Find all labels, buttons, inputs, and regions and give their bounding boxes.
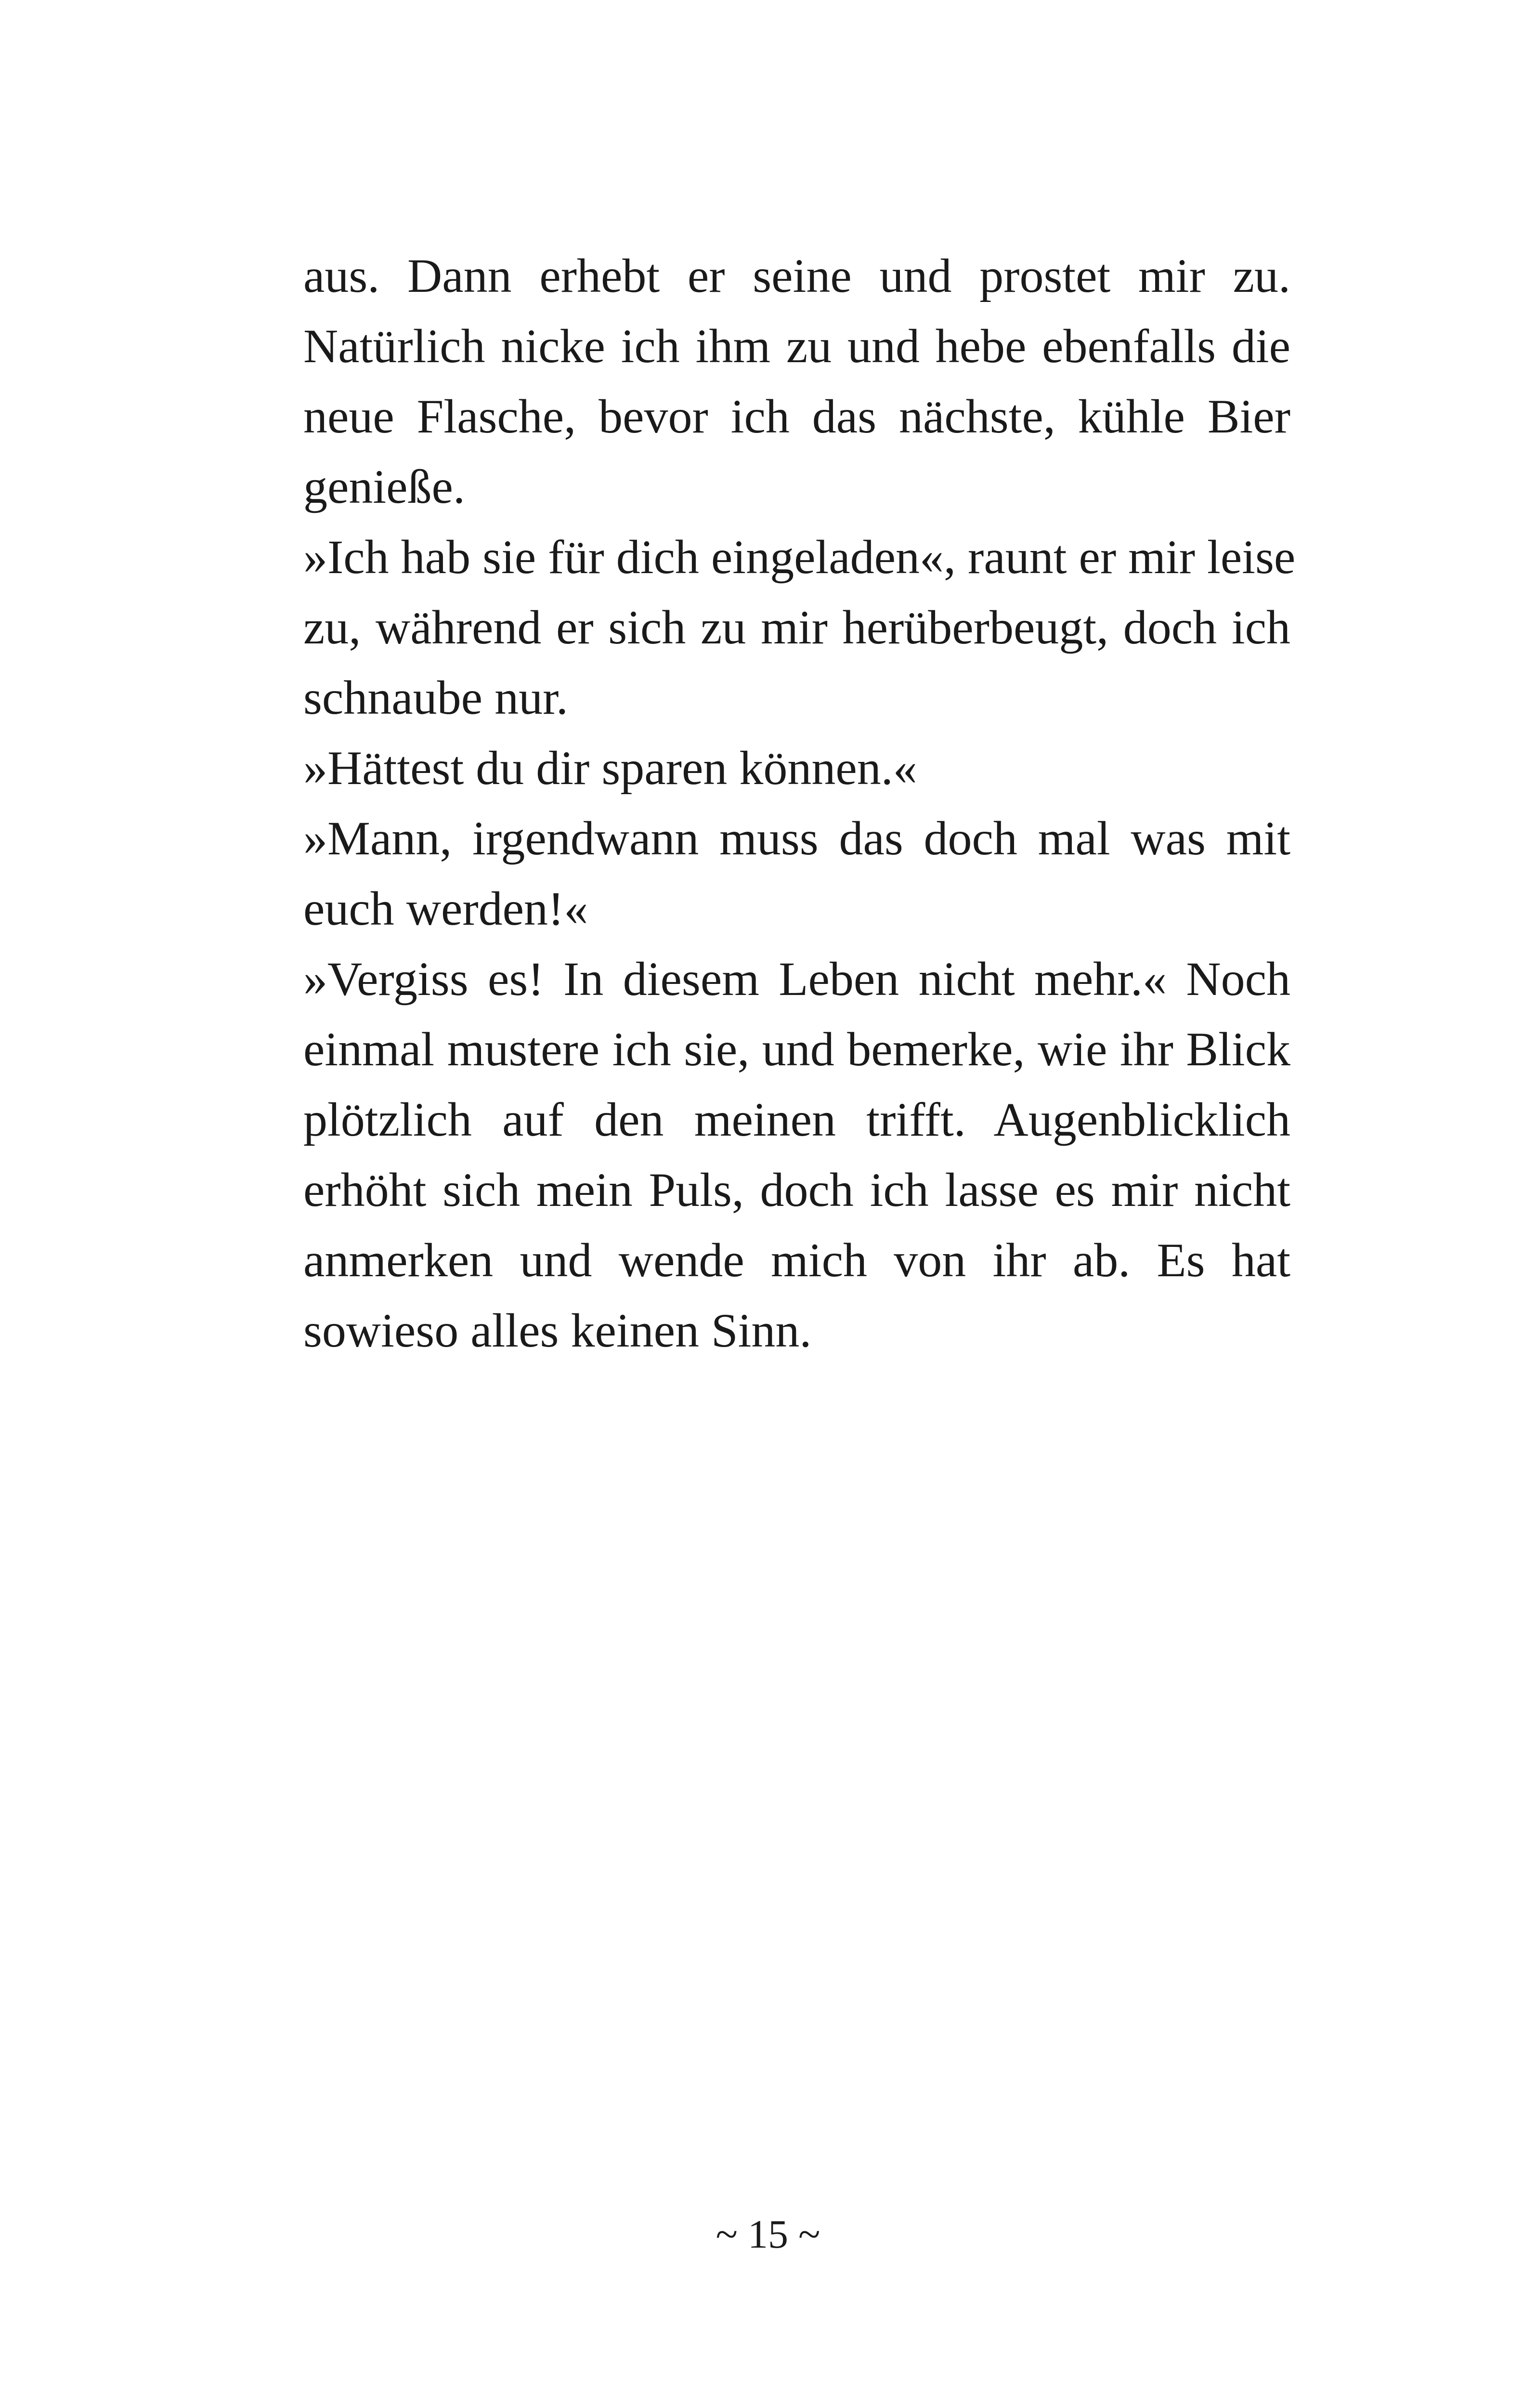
page-number: ~ 15 ~ bbox=[716, 2212, 820, 2257]
text-line: euch werden!« bbox=[303, 882, 588, 935]
text-line: erhöht sich mein Puls, doch ich lasse es mir nicht bbox=[303, 1163, 1290, 1217]
text-line: »Hättest du dir sparen können.« bbox=[303, 741, 917, 795]
text-line: schnaube nur. bbox=[303, 671, 568, 724]
body-text bbox=[303, 241, 1296, 1366]
text-line: »Vergiss es! In diesem Leben nicht mehr.« Noch bbox=[303, 952, 1290, 1006]
text-line: plötzlich auf den meinen trifft. Augenblicklich bbox=[303, 1093, 1290, 1146]
text-line: »Mann, irgendwann muss das doch mal was mit bbox=[303, 811, 1290, 865]
text-line: neue Flasche, bevor ich das nächste, kühle Bier bbox=[303, 390, 1290, 443]
text-line: zu, während er sich zu mir herüberbeugt, doch ich bbox=[303, 601, 1290, 654]
text-line: sowieso alles keinen Sinn. bbox=[303, 1304, 812, 1357]
text-line: Natürlich nicke ich ihm zu und hebe ebenfalls die bbox=[303, 319, 1290, 373]
text-line: genieße. bbox=[303, 460, 465, 513]
text-line: »Ich hab sie für dich eingeladen«, raunt er mir leise bbox=[303, 530, 1296, 584]
text-line: einmal mustere ich sie, und bemerke, wie ihr Blick bbox=[303, 1022, 1290, 1076]
text-line: anmerken und wende mich von ihr ab. Es hat bbox=[303, 1233, 1290, 1287]
text-line: aus. Dann erhebt er seine und prostet mir zu. bbox=[303, 249, 1290, 302]
